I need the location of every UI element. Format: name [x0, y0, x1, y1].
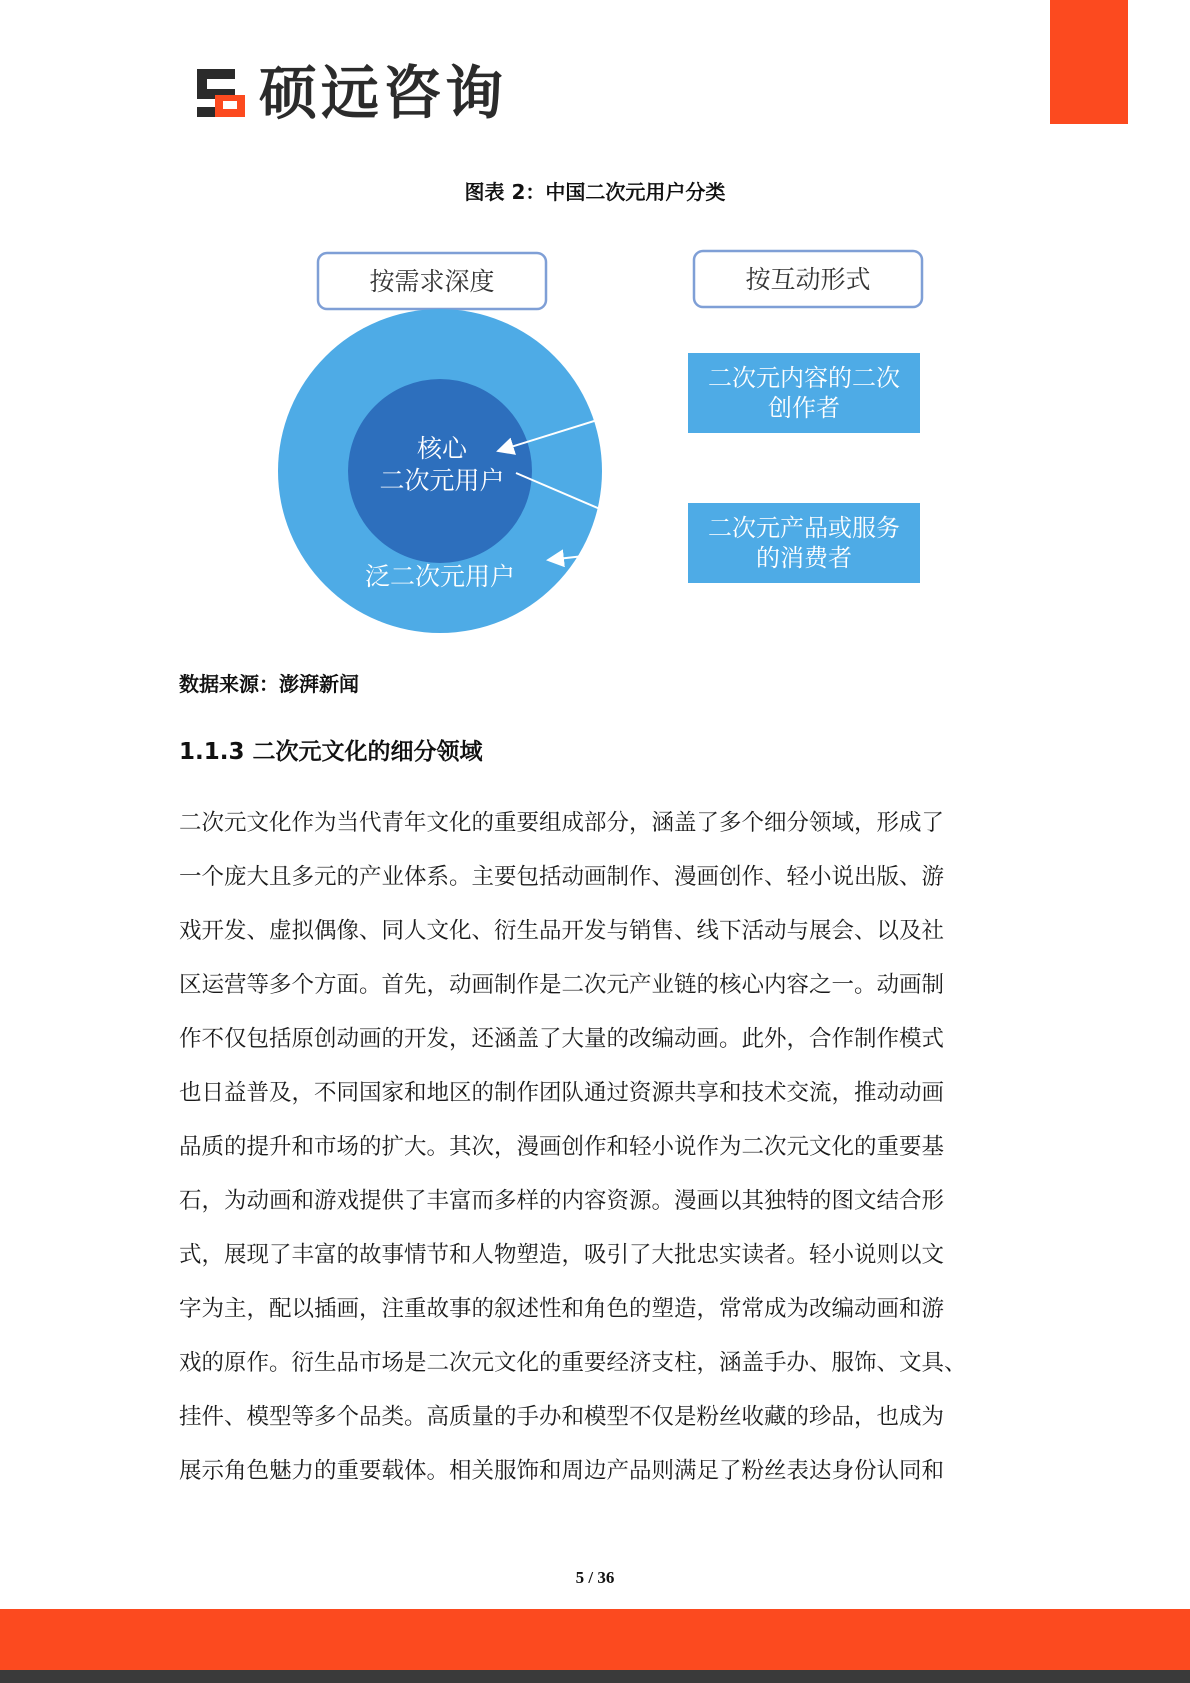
- source-note: 数据来源：澎湃新闻: [179, 672, 359, 696]
- outer-label: 泛二次元用户: [364, 562, 516, 591]
- brand-logo: [193, 60, 507, 126]
- paragraph-line: 石，为动画和游戏提供了丰富而多样的内容资源。漫画以其独特的图文结合形: [179, 1188, 945, 1214]
- consumer-label-line2: 的消费者: [756, 544, 852, 572]
- core-label-line1: 核心: [416, 434, 468, 463]
- footer-line: [0, 1670, 1190, 1683]
- paragraph-line: 也日益普及，不同国家和地区的制作团队通过资源共享和技术交流，推动动画: [179, 1080, 945, 1106]
- right-header-label: 按互动形式: [745, 265, 871, 294]
- core-label-line2: 二次元用户: [379, 466, 505, 495]
- paragraph-line: 区运营等多个方面。首先，动画制作是二次元产业链的核心内容之一。动画制: [179, 972, 945, 998]
- user-classification-diagram: [270, 235, 950, 635]
- corner-accent-block: [1050, 0, 1128, 124]
- logo-mark-icon: [193, 65, 249, 121]
- paragraph-line: 式，展现了丰富的故事情节和人物塑造，吸引了大批忠实读者。轻小说则以文: [179, 1242, 945, 1268]
- consumer-label-line1: 二次元产品或服务: [708, 514, 900, 542]
- creator-label-line1: 二次元内容的二次: [708, 364, 900, 392]
- paragraph-line: 戏的原作。衍生品市场是二次元文化的重要经济支柱，涵盖手办、服饰、文具、: [179, 1350, 967, 1376]
- figure-caption: 图表 2：中国二次元用户分类: [464, 180, 726, 204]
- logo-text: 硕远咨询: [259, 59, 508, 127]
- creator-label-line2: 创作者: [768, 394, 840, 422]
- footer-bar: [0, 1609, 1190, 1670]
- section-heading: 1.1.3 二次元文化的细分领域: [179, 739, 483, 765]
- paragraph-line: 一个庞大且多元的产业体系。主要包括动画制作、漫画创作、轻小说出版、游: [179, 864, 945, 890]
- left-header-label: 按需求深度: [369, 267, 495, 296]
- paragraph-line: 作不仅包括原创动画的开发，还涵盖了大量的改编动画。此外，合作制作模式: [179, 1026, 945, 1052]
- body-paragraph: [179, 796, 1009, 1498]
- paragraph-line: 品质的提升和市场的扩大。其次，漫画创作和轻小说作为二次元文化的重要基: [179, 1134, 945, 1160]
- paragraph-line: 展示角色魅力的重要载体。相关服饰和周边产品则满足了粉丝表达身份认同和: [179, 1458, 945, 1484]
- paragraph-line: 字为主，配以插画，注重故事的叙述性和角色的塑造，常常成为改编动画和游: [179, 1296, 945, 1322]
- paragraph-line: 挂件、模型等多个品类。高质量的手办和模型不仅是粉丝收藏的珍品，也成为: [179, 1404, 945, 1430]
- paragraph-line: 戏开发、虚拟偶像、同人文化、衍生品开发与销售、线下活动与展会、以及社: [179, 918, 945, 944]
- paragraph-line: 二次元文化作为当代青年文化的重要组成部分，涵盖了多个细分领域，形成了: [179, 810, 945, 836]
- page-number: 5 / 36: [575, 1568, 615, 1587]
